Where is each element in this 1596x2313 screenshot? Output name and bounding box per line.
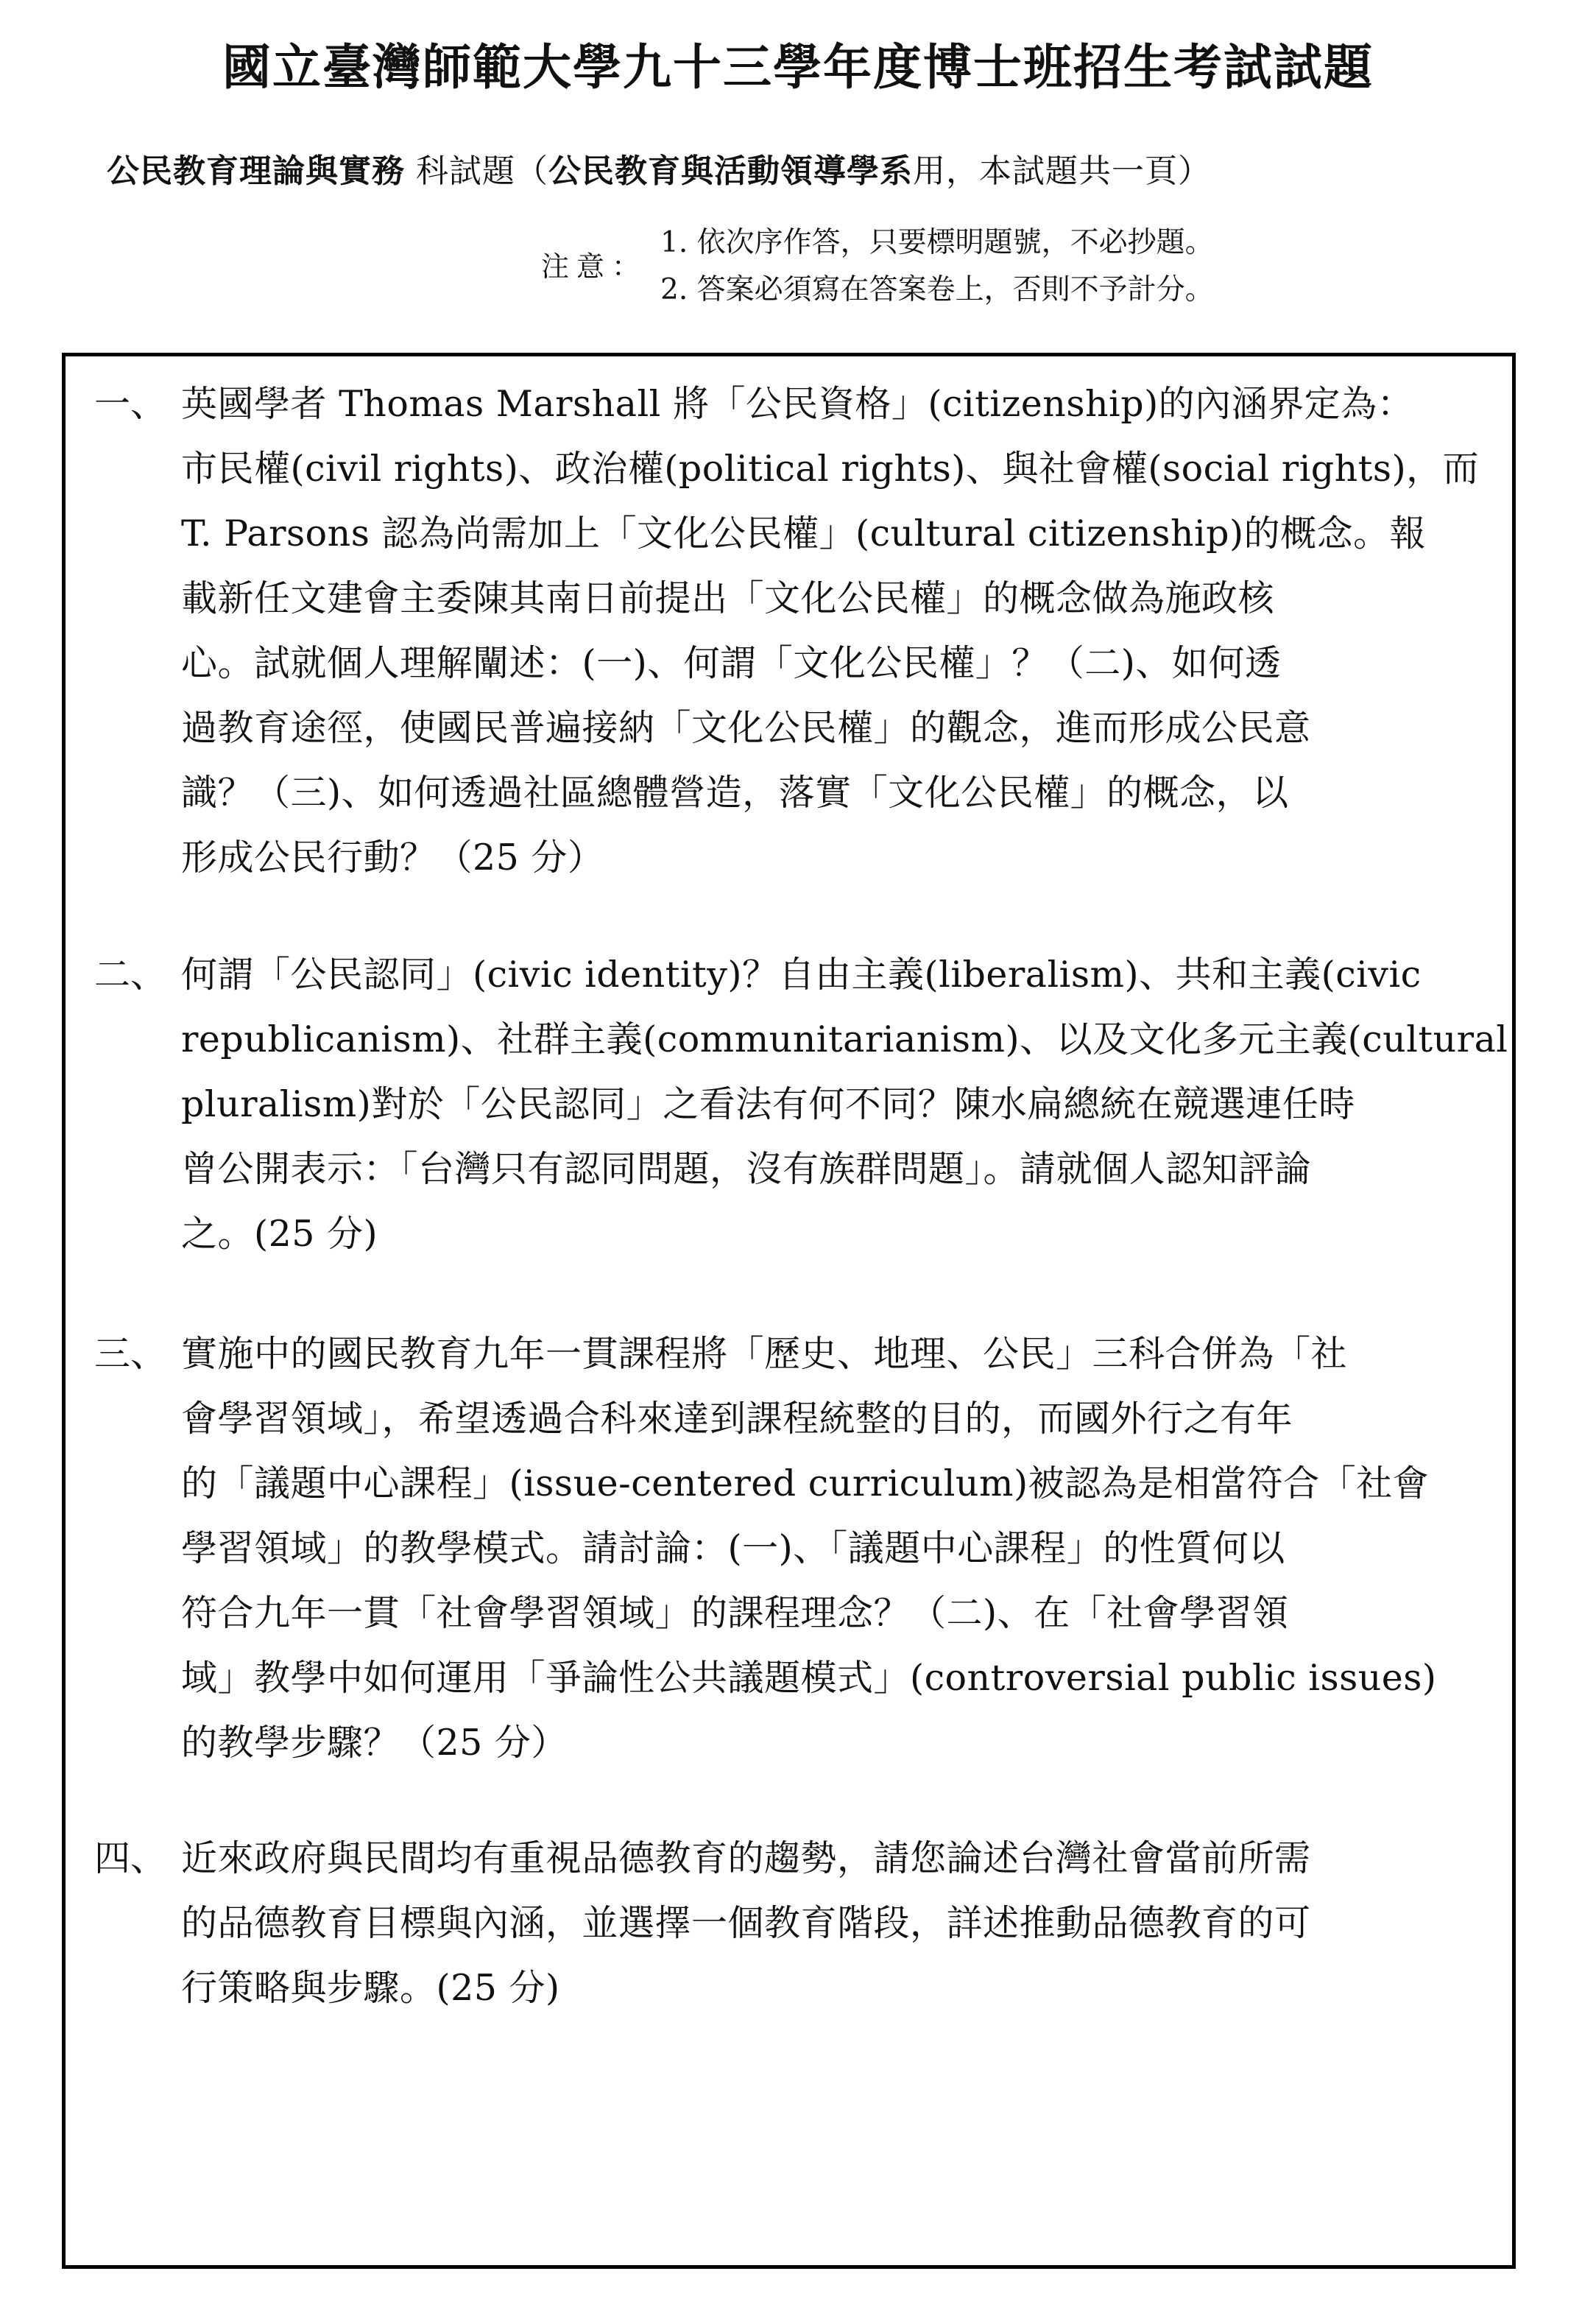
question-line: 近來政府與民間均有重視品德教育的趨勢，請您論述台灣社會當前所需 [181,1837,1311,1879]
question-line: 過教育途徑，使國民普遍接納「文化公民權」的觀念，進而形成公民意 [181,707,1311,749]
question-number: 一、 [94,383,167,425]
question-number: 四、 [94,1837,167,1879]
notice-item: 1. 依次序作答，只要標明題號，不必抄題。 [660,226,1214,259]
question-line: 形成公民行動？（25 分） [181,837,604,879]
question-line: 之。(25 分) [181,1213,378,1255]
question-line: 的「議題中心課程」(issue-centered curriculum)被認為是相當符合「社會 [181,1462,1430,1504]
question-number: 二、 [94,954,167,996]
notice-item: 2. 答案必須寫在答案卷上，否則不予計分。 [660,273,1214,306]
question-line: 載新任文建會主委陳其南日前提出「文化公民權」的概念做為施政核 [181,577,1275,619]
question-line: 英國學者 Thomas Marshall 將「公民資格」(citizenship)的內涵界定為： [181,383,1414,425]
subject-tail: 用，本試題共一頁） [913,152,1211,190]
question-line: 的品德教育目標與內涵，並選擇一個教育階段，詳述推動品德教育的可 [181,1902,1311,1944]
question-number: 三、 [94,1333,167,1375]
question-line: 曾公開表示：「台灣只有認同問題，沒有族群問題」。請就個人認知評論 [181,1148,1312,1190]
question-line: pluralism)對於「公民認同」之看法有何不同？陳水扁總統在競選連任時 [181,1083,1355,1125]
exam-subtitle [107,144,1211,191]
question-line: 識？（三)、如何透過社區總體營造，落實「文化公民權」的概念，以 [181,772,1289,814]
notice-items [660,219,1214,314]
question-3 [94,1322,1508,1775]
question-line: 學習領域」的教學模式。請討論：(一)、「議題中心課程」的性質何以 [181,1527,1285,1569]
question-line: 符合九年一貫「社會學習領域」的課程理念？（二)、在「社會學習領 [181,1592,1289,1634]
question-line: 心。試就個人理解闡述：(一)、何謂「文化公民權」？（二)、如何透 [181,642,1282,684]
question-line: republicanism)、社群主義(communitarianism)、以及文化多元主義(cultural [181,1018,1508,1060]
question-1 [94,372,1508,890]
department-name: 公民教育與活動領導學系 [548,152,913,190]
subject-suffix: 科試題（ [405,152,548,190]
question-line: 何謂「公民認同」(civic identity)？自由主義(liberalism)、共和主義(civic [181,954,1422,996]
question-2 [94,943,1508,1267]
question-4 [94,1826,1508,2021]
notice-label: 注意： [541,250,648,283]
exam-notice [541,219,1214,314]
question-line: 的教學步驟？（25 分） [181,1722,568,1764]
subject-name: 公民教育理論與實務 [107,152,405,190]
question-line: 市民權(civil rights)、政治權(political rights)、與社會權(social rights)，而 [181,448,1480,490]
question-line: 行策略與步驟。(25 分) [181,1967,560,2009]
question-line: T. Parsons 認為尚需加上「文化公民權」(cultural citizenship)的概念。報 [181,513,1427,555]
exam-title: 國立臺灣師範大學九十三學年度博士班招生考試試題 [222,38,1374,96]
question-line: 實施中的國民教育九年一貫課程將「歷史、地理、公民」三科合併為「社 [181,1333,1348,1375]
question-line: 會學習領域」，希望透過合科來達到課程統整的目的，而國外行之有年 [181,1398,1293,1440]
question-line: 域」教學中如何運用「爭論性公共議題模式」(controversial public issues) [181,1657,1437,1699]
